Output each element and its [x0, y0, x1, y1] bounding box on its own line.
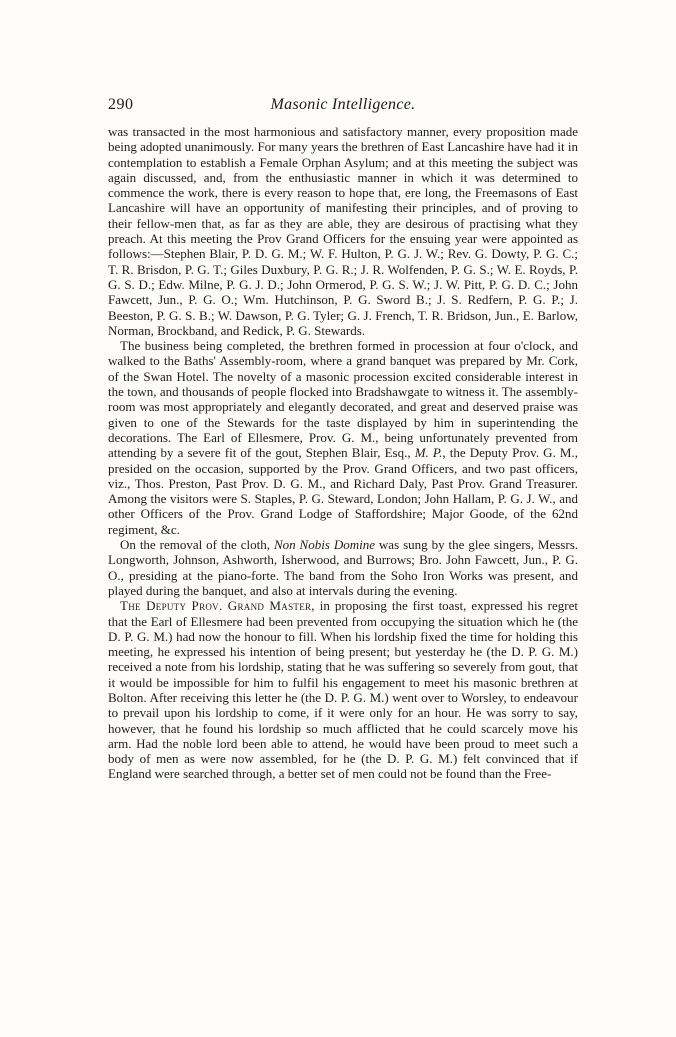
paragraph-text: On the removal of the cloth, [120, 537, 274, 553]
paragraph-text: , the Deputy Prov. G. M., presided on the occasion, supported by the Prov. Grand Officers, and two past officers, viz., Thos. Preston, Past Prov. D. G. M., and Richard Daly, Past Prov. Grand Treasurer. Among the visitors were S. Staples, P. G. Steward, London; John Hallam, P. G. J. W., and other Officers of the Prov. Grand Lodge of Staffordshire; Major Goode, of the 62nd regiment, &c. [108, 445, 578, 537]
page-number: 290 [108, 96, 134, 113]
paragraph-text: was sung by the glee singers, Messrs. Longworth, Johnson, Ashworth, Isherwood, and Burrows; Bro. John Fawcett, Jun., P. G. O., presiding at the piano-forte. The band from the Soho Iron Works was present, and played during the banquet, and also at intervals during the evening. [108, 537, 578, 598]
italic-text: Non Nobis Domine [273, 537, 375, 553]
speaker-smallcaps: The Deputy Prov. Grand Master, [120, 598, 315, 614]
paragraph-1 [108, 124, 578, 338]
paragraph-text: was transacted in the most harmonious and satisfactory manner, every proposition made being adopted unanimously. For many years the brethren of East Lancashire have had it in contemplation to establish a Female Orphan Asylum; and at this meeting the subject was again discussed, and, from the enthusiastic manner in which it was determined to commence the work, there is every reason to hope that, ere long, the Freemasons of East Lancashire will have an opportunity of manifesting their principles, and of proving to their fellow-men that, as far as they are able, they are desirous of practising what they preach. At this meeting the Prov Grand Officers for the ensuing year were appointed as follows:—Stephen Blair, P. D. G. M.; W. F. Hulton, P. G. J. W.; Rev. G. Dowty, P. G. C.; T. R. Brisdon, P. G. T.; Giles Duxbury, P. G. R.; J. R. Wolfenden, P. G. S.; W. E. Royds, P. G. S. D.; Edw. Milne, P. G. J. D.; John Ormerod, P. G. S. W.; J. W. Pitt, P. G. D. C.; John Fawcett, Jun., P. G. O.; Wm. Hutchinson, P. G. Sword B.; J. S. Redfern, P. G. P.; J. Beeston, P. G. S. B.; W. Dawson, P. G. Tyler; G. J. French, T. R. Bridson, Jun., E. Barlow, Norman, Brockband, and Redick, P. G. Stewards. [108, 124, 578, 338]
paragraph-3 [108, 537, 578, 598]
page-header [108, 96, 578, 118]
paragraph-2 [108, 338, 578, 537]
paragraph-text: in proposing the first toast, expressed his regret that the Earl of Ellesmere had been prevented from occupying the situation which he (the D. P. G. M.) had now the honour to fill. When his lordship fixed the time for holding this meeting, he expressed his intention of being present; but yesterday he (the D. P. G. M.) received a note from his lordship, stating that he was suffering so severely from gout, that it would be impossible for him to fulfil his engagement to meet his masonic brethren at Bolton. After receiving this letter he (the D. P. G. M.) went over to Worsley, to endeavour to prevail upon his lordship to come, if it were only for an hour. He was sorry to say, however, that he found his lordship so much afflicted that he could scarcely move his arm. Had the noble lord been able to attend, he would have been proud to meet such a body of men as were now assembled, for he (the D. P. G. M.) felt convinced that if England were searched through, a better set of men could not be found than the Free- [108, 598, 578, 782]
paragraph-4 [108, 598, 578, 782]
italic-text: M. P. [414, 445, 443, 461]
paragraph-text: The business being completed, the brethren formed in procession at four o'clock, and walked to the Baths' Assembly-room, where a grand banquet was prepared by Mr. Cork, of the Swan Hotel. The novelty of a masonic procession excited considerable interest in the town, and thousands of people flocked into Bradshawgate to witness it. The assembly-room was most appropriately and elegantly decorated, and great and deserved praise was given to one of the Stewards for the taste displayed by him in superintending the decorations. The Earl of Ellesmere, Prov. G. M., being unfortunately prevented from attending by a severe fit of the gout, Stephen Blair, Esq., [108, 338, 578, 461]
article-body [108, 124, 578, 782]
running-head: Masonic Intelligence. [270, 96, 416, 113]
